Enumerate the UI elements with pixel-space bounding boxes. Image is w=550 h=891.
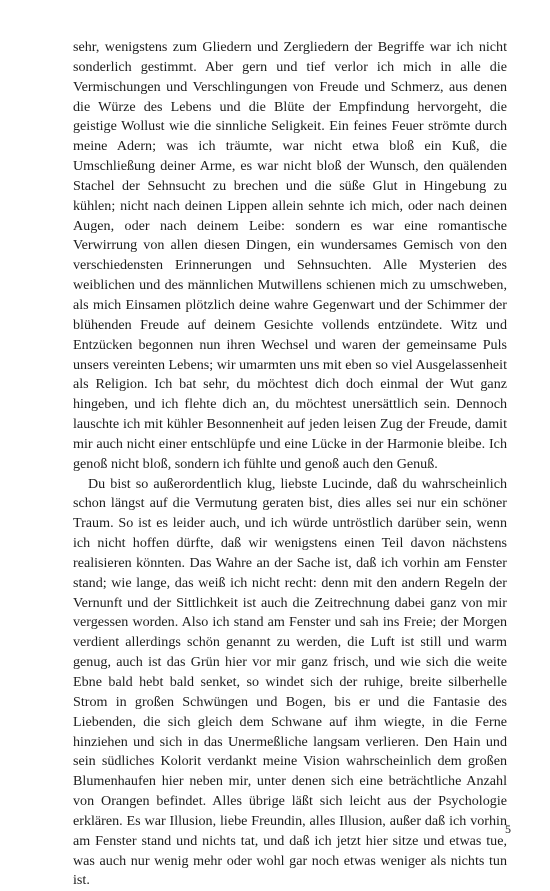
page-number: 5 (505, 822, 511, 836)
body-paragraph-2: Du bist so außerordentlich klug, liebste Lucinde, daß du wahrscheinlich schon längst auf die Vermutung geraten bist, dies alles sei nur ein schöner Traum. So ist es leider auch, und ich würde untröstlich darüber sein, wenn ich nicht hoffen dürfte, daß wir wenigstens einen Teil davon nächstens realisieren könnten. Das Wahre an der Sache ist, daß ich vorhin am Fenster stand; wie lange, das weiß ich nicht recht: denn mit den andern Regeln der Vernunft und der Sittlichkeit ist auch die Zeitrechnung dabei ganz von mir vergessen worden. Also ich stand am Fenster und sah ins Freie; der Morgen verdient allerdings schön genannt zu werden, die Luft ist still und warm genug, auch ist das Grün hier vor mir ganz frisch, und wie sich die weite Ebne bald hebt bald senket, so windet sich der ruhige, breite silberhelle Strom in großen Schwüngen und Bogen, bis er und die Fantasie des Liebenden, die sich gleich dem Schwane auf ihm wiegte, in die Ferne hinziehen und sich in das Unermeßliche langsam verlieren. Den Hain und sein südliches Kolorit verdankt meine Vision wahrscheinlich dem großen Blumenhaufen hier neben mir, unter denen sich eine beträchtliche Anzahl von Orangen befindet. Alles übrige läßt sich leicht aus der Psychologie erklären. Es war Illusion, liebe Freundin, alles Illusion, außer daß ich vorhin am Fenster stand und nichts tat, und daß ich jetzt hier sitze und etwas tue, was auch nur wenig mehr oder wohl gar noch etwas weniger als nichts tun ist. (73, 475, 507, 889)
body-paragraph-1: sehr, wenigstens zum Gliedern und Zergliedern der Begriffe war ich nicht sonderlich gestimmt. Aber gern und tief verlor ich mich in alle die Vermischungen und Verschlingungen von Freude und Schmerz, aus denen die Würze des Lebens und die Blüte der Empfindung hervorgeht, die geistige Wollust wie die sinnliche Seligkeit. Ein feines Feuer strömte durch meine Adern; was ich träumte, war nicht etwa bloß ein Kuß, die Umschließung deiner Arme, es war nicht bloß der Wunsch, den quälenden Stachel der Sehnsucht zu brechen und die süße Glut in Hingebung zu kühlen; nicht nach deinen Lippen allein sehnte ich mich, oder nach deinen Augen, oder nach deinem Leibe: sondern es war eine romantische Verwirrung von allen diesen Dingen, ein wundersames Gemisch von den verschiedensten Erinnerungen und Sehnsuchten. Alle Mysterien des weiblichen und des männlichen Mutwillens schienen mich zu umschweben, als mich Einsamen plötzlich deine wahre Gegenwart und der Schimmer der blühenden Freude auf deinem Gesichte vollends entzündete. Witz und Entzücken begonnen nun ihren Wechsel und waren der gemeinsame Puls unsers vereinten Lebens; wir umarmten uns mit eben so viel Ausgelassenheit als Religion. Ich bat sehr, du möchtest dich doch einmal der Wut ganz hingeben, und ich flehte dich an, du möchtest unersättlich sein. Dennoch lauschte ich mit kühler Besonnenheit auf jeden leisen Zug der Freude, damit mir auch nicht einer entschlüpfe und eine Lücke in der Harmonie bleibe. Ich genoß nicht bloß, sondern ich fühlte und genoß auch den Genuß. (73, 39, 507, 472)
book-page-body (73, 38, 507, 891)
